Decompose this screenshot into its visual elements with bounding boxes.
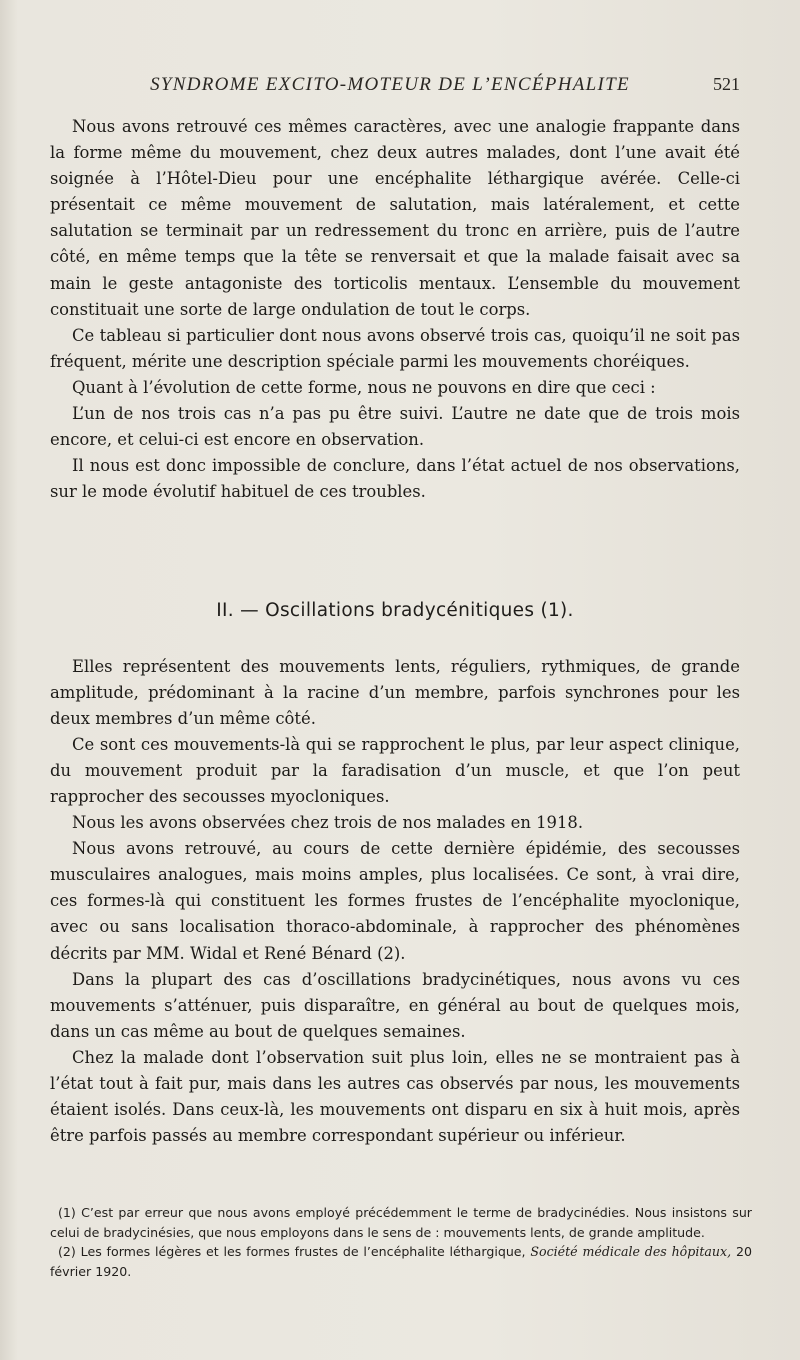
page-number: 521	[713, 74, 740, 94]
paragraph: Dans la plupart des cas d’oscillations bradycinétiques, nous avons vu ces mouvements s’atténuer, puis disparaître, en général au bout de quelques mois, dans un cas même au bout de quelques semaines.	[50, 969, 740, 1041]
paragraph: L’un de nos trois cas n’a pas pu être suivi. L’autre ne date que de trois mois encore, et celui-ci est encore en observation.	[50, 404, 740, 450]
footnote-2	[50, 1242, 752, 1281]
footnote-2-text: (2) Les formes légères et les formes frustes de l’encéphalite léthargique,	[58, 1244, 526, 1259]
running-head	[50, 74, 740, 102]
running-title: SYNDROME EXCITO-MOTEUR DE L’ENCÉPHALITE	[150, 74, 630, 95]
paragraph: Elles représentent des mouvements lents, réguliers, rythmiques, de grande amplitude, prédominant à la racine d’un membre, parfois synchrones pour les deux membres d’un même côté.	[50, 657, 740, 729]
paragraph: Nous les avons observées chez trois de nos malades en 1918.	[72, 813, 584, 833]
footnote-1: (1) C’est par erreur que nous avons employé précédemment le terme de bradycinédies. Nous insistons sur celui de bradycinésies, que nous employons dans le sens de : mouvements lents, de grande amplitude.	[50, 1205, 752, 1240]
section-heading: II. — Oscillations bradycénitiques (1).	[216, 600, 574, 621]
body-text-top	[50, 114, 740, 505]
footnote-2-journal: Société médicale des hôpitaux,	[530, 1244, 732, 1259]
paragraph: Ce tableau si particulier dont nous avons observé trois cas, quoiqu’il ne soit pas fréquent, mérite une description spéciale parmi les mouvements choréiques.	[50, 325, 740, 371]
footnote-2-date: 20 février 1920.	[50, 1244, 752, 1279]
paragraph: Quant à l’évolution de cette forme, nous ne pouvons en dire que ceci :	[72, 377, 656, 397]
body-text-section	[50, 654, 740, 1149]
paragraph: Ce sont ces mouvements-là qui se rapprochent le plus, par leur aspect clinique, du mouvement produit par la faradisation d’un muscle, et que l’on peut rapprocher des secousses myocloniques.	[50, 735, 740, 807]
footnotes	[50, 1203, 752, 1281]
paragraph: Nous avons retrouvé, au cours de cette dernière épidémie, des secousses musculaires analogues, mais moins amples, plus localisées. Ce sont, à vrai dire, ces formes-là qui constituent les formes frustes de l’encéphalite myoclonique, avec ou sans localisation thoraco-abdominale, à rapprocher des phénomènes décrits par MM. Widal et René Bénard (2).	[50, 839, 740, 963]
paragraph: Nous avons retrouvé ces mêmes caractères, avec une analogie frappante dans la forme même du mouvement, chez deux autres malades, dont l’une avait été soignée à l’Hôtel-Dieu pour une encéphalite léthargique avérée. Celle-ci présentait ce même mouvement de salutation, mais latéralement, et cette salutation se terminait par un redressement du tronc en arrière, puis de l’autre côté, en même temps que la tête se renversait et que la malade faisait avec sa main le geste antagoniste des torticolis mentaux. L’ensemble du mouvement constituait une sorte de large ondulation de tout le corps.	[50, 117, 740, 319]
paragraph: Chez la malade dont l’observation suit plus loin, elles ne se montraient pas à l’état tout à fait pur, mais dans les autres cas observés par nous, les mouvements étaient isolés. Dans ceux-là, les mouvements ont disparu en six à huit mois, après être parfois passés au membre correspondant supérieur ou inférieur.	[50, 1047, 740, 1145]
paragraph: Il nous est donc impossible de conclure, dans l’état actuel de nos observations, sur le mode évolutif habituel de ces troubles.	[50, 456, 740, 502]
